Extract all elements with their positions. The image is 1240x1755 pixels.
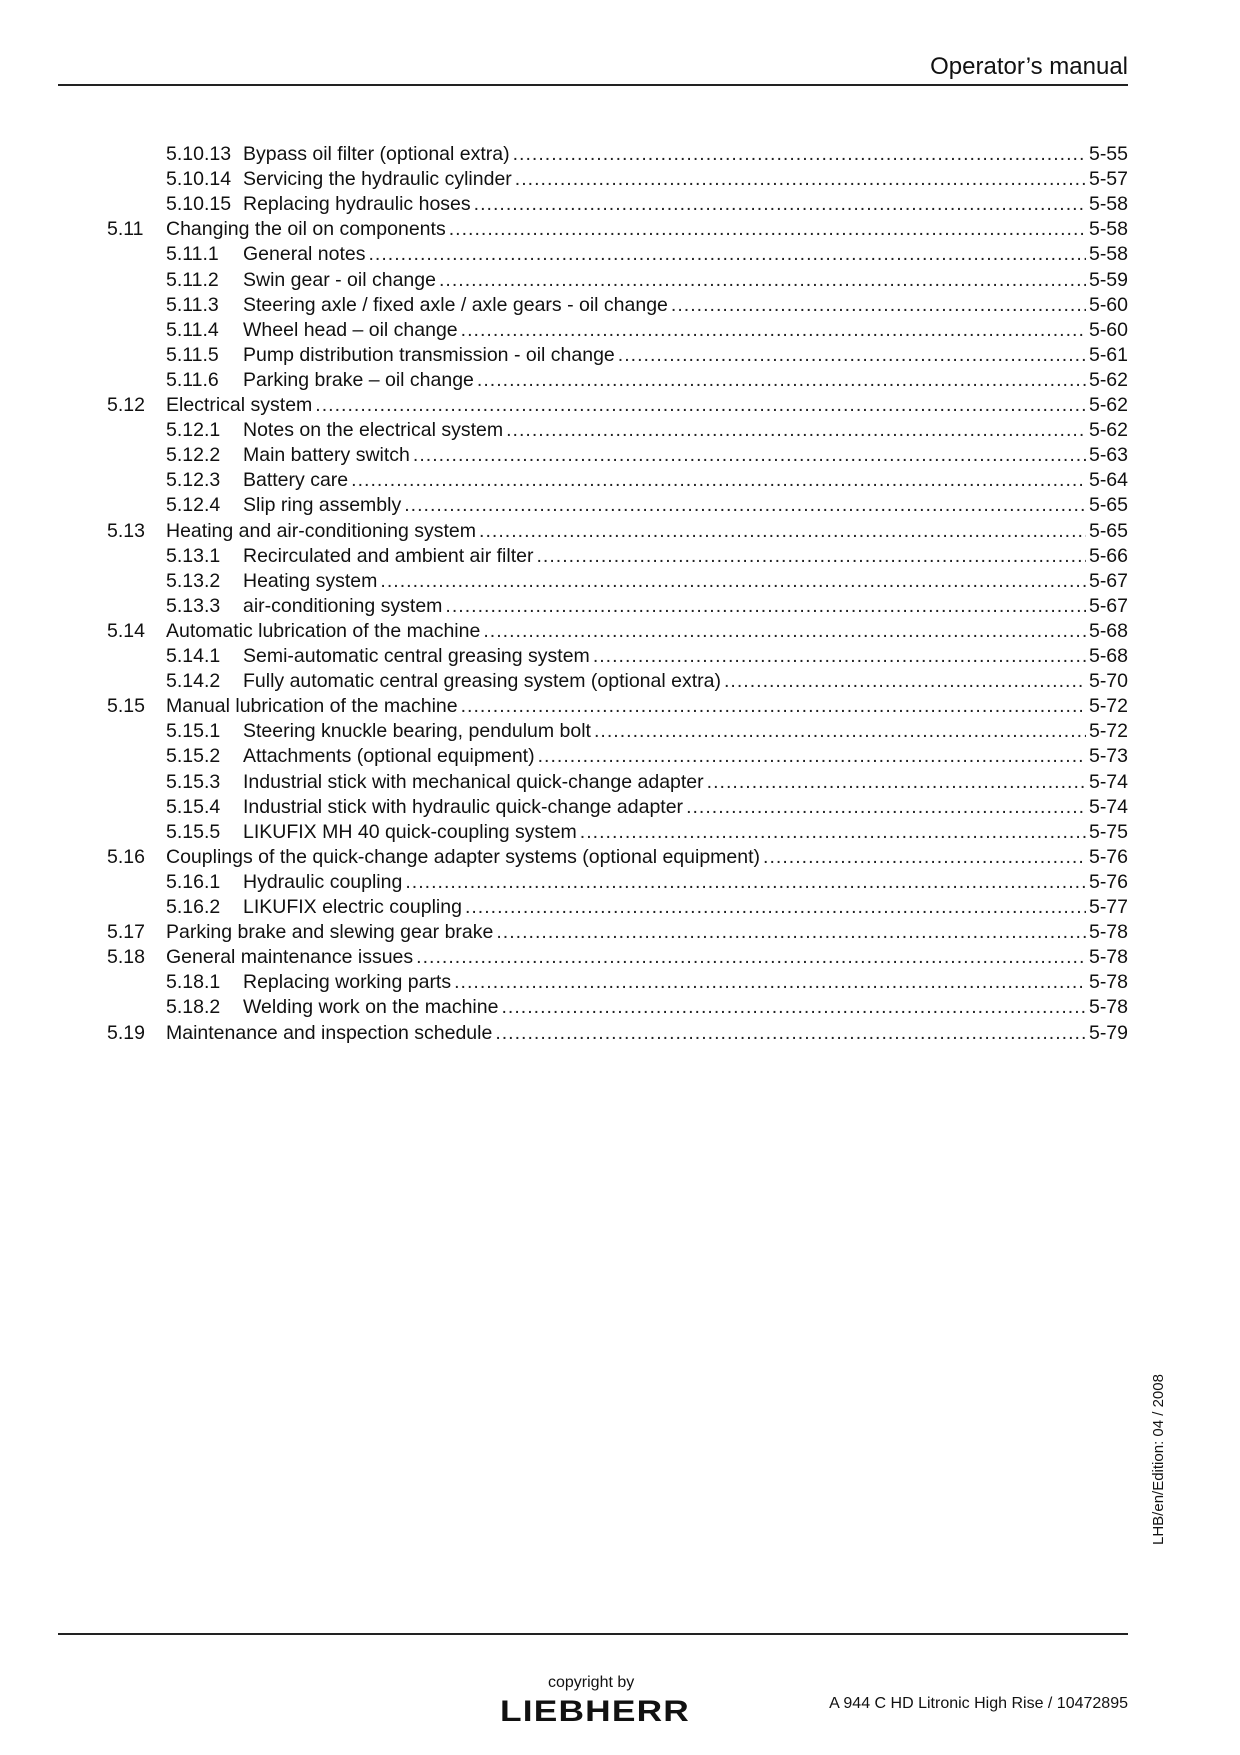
toc-dot-leader xyxy=(439,268,1086,293)
toc-entry-page: 5-60 xyxy=(1086,293,1128,318)
toc-entry-page: 5-78 xyxy=(1086,995,1128,1020)
toc-entry-page: 5-62 xyxy=(1086,368,1128,393)
toc-entry-number: 5.19 xyxy=(107,1022,145,1044)
toc-entry-number: 5.10.15 xyxy=(166,193,232,215)
toc-entry-page: 5-67 xyxy=(1086,594,1128,619)
toc-subsection-entry[interactable] xyxy=(0,594,1128,619)
toc-subsection-entry[interactable] xyxy=(0,719,1128,744)
toc-subsection-entry[interactable] xyxy=(0,493,1128,518)
toc-subsection-entry[interactable] xyxy=(0,544,1128,569)
toc-entry-page: 5-58 xyxy=(1086,192,1128,217)
toc-dot-leader xyxy=(707,770,1086,795)
toc-dot-leader xyxy=(454,970,1086,995)
toc-entry-number: 5.15.4 xyxy=(166,796,221,818)
toc-entry-page: 5-78 xyxy=(1086,945,1128,970)
toc-dot-leader xyxy=(580,820,1086,845)
toc-subsection-entry[interactable] xyxy=(0,569,1128,594)
toc-entry-number: 5.10.14 xyxy=(166,168,232,190)
toc-subsection-entry[interactable] xyxy=(0,368,1128,393)
edition-note: LHB/en/Edition: 04 / 2008 xyxy=(1150,1374,1167,1545)
toc-entry-number: 5.16 xyxy=(107,846,145,868)
toc-subsection-entry[interactable] xyxy=(0,142,1128,167)
toc-entry-title: Heating and air-conditioning system xyxy=(166,519,479,544)
toc-dot-leader xyxy=(513,142,1086,167)
toc-entry-title: Electrical system xyxy=(166,393,315,418)
toc-entry-number: 5.13.2 xyxy=(166,570,221,592)
toc-entry-title: Manual lubrication of the machine xyxy=(166,694,461,719)
toc-entry-number: 5.12.3 xyxy=(166,469,221,491)
model-reference: A 944 C HD Litronic High Rise / 10472895 xyxy=(829,1695,1128,1712)
toc-section-entry[interactable] xyxy=(0,945,1128,970)
toc-entry-page: 5-65 xyxy=(1086,493,1128,518)
toc-entry-page: 5-68 xyxy=(1086,619,1128,644)
toc-entry-number: 5.12.4 xyxy=(166,494,221,516)
toc-entry-page: 5-66 xyxy=(1086,544,1128,569)
toc-dot-leader xyxy=(380,569,1086,594)
toc-entry-title: Semi-automatic central greasing system xyxy=(243,644,593,669)
toc-entry-page: 5-78 xyxy=(1086,920,1128,945)
toc-entry-title: Wheel head – oil change xyxy=(243,318,461,343)
toc-entry-title: Swin gear - oil change xyxy=(243,268,439,293)
toc-dot-leader xyxy=(449,217,1086,242)
toc-subsection-entry[interactable] xyxy=(0,644,1128,669)
toc-entry-number: 5.11.6 xyxy=(166,369,219,391)
toc-section-entry[interactable] xyxy=(0,694,1128,719)
toc-subsection-entry[interactable] xyxy=(0,820,1128,845)
toc-subsection-entry[interactable] xyxy=(0,268,1128,293)
toc-section-entry[interactable] xyxy=(0,845,1128,870)
toc-entry-title: Replacing hydraulic hoses xyxy=(243,192,474,217)
toc-entry-title: Hydraulic coupling xyxy=(243,870,405,895)
toc-entry-number: 5.13.3 xyxy=(166,595,221,617)
toc-entry-title: Battery care xyxy=(243,468,351,493)
toc-entry-page: 5-72 xyxy=(1086,719,1128,744)
toc-subsection-entry[interactable] xyxy=(0,192,1128,217)
toc-entry-number: 5.18.1 xyxy=(166,971,221,993)
toc-entry-page: 5-76 xyxy=(1086,845,1128,870)
toc-entry-title: Heating system xyxy=(243,569,380,594)
toc-entry-title: Bypass oil filter (optional extra) xyxy=(243,142,513,167)
toc-entry-page: 5-58 xyxy=(1086,242,1128,267)
toc-entry-page: 5-55 xyxy=(1086,142,1128,167)
toc-dot-leader xyxy=(506,418,1086,443)
toc-entry-number: 5.12 xyxy=(107,394,145,416)
toc-entry-title: Notes on the electrical system xyxy=(243,418,506,443)
svg-text:LIEBHERR: LIEBHERR xyxy=(500,1697,690,1725)
toc-entry-title: Maintenance and inspection schedule xyxy=(166,1021,495,1046)
toc-entry-number: 5.11.3 xyxy=(166,294,219,316)
footer-divider xyxy=(58,1633,1128,1635)
toc-entry-number: 5.15.2 xyxy=(166,745,221,767)
toc-entry-title: Main battery switch xyxy=(243,443,413,468)
toc-entry-page: 5-67 xyxy=(1086,569,1128,594)
toc-dot-leader xyxy=(671,293,1086,318)
toc-entry-page: 5-62 xyxy=(1086,418,1128,443)
toc-entry-number: 5.14.2 xyxy=(166,670,221,692)
toc-entry-number: 5.15 xyxy=(107,695,145,717)
toc-entry-page: 5-57 xyxy=(1086,167,1128,192)
toc-dot-leader xyxy=(593,644,1086,669)
toc-entry-page: 5-72 xyxy=(1086,694,1128,719)
toc-dot-leader xyxy=(369,242,1086,267)
toc-dot-leader xyxy=(416,945,1086,970)
toc-subsection-entry[interactable] xyxy=(0,870,1128,895)
toc-entry-number: 5.12.1 xyxy=(166,419,221,441)
toc-entry-page: 5-79 xyxy=(1086,1021,1128,1046)
copyright-label: copyright by xyxy=(548,1674,635,1691)
toc-dot-leader xyxy=(404,493,1086,518)
toc-section-entry[interactable] xyxy=(0,217,1128,242)
toc-entry-number: 5.11.4 xyxy=(166,319,219,341)
toc-section-entry[interactable] xyxy=(0,393,1128,418)
toc-entry-title: LIKUFIX electric coupling xyxy=(243,895,465,920)
toc-entry-title: Parking brake – oil change xyxy=(243,368,477,393)
toc-entry-title: Industrial stick with hydraulic quick-change adapter xyxy=(243,795,686,820)
toc-dot-leader xyxy=(538,744,1086,769)
toc-subsection-entry[interactable] xyxy=(0,318,1128,343)
toc-entry-title: General maintenance issues xyxy=(166,945,416,970)
toc-entry-number: 5.11 xyxy=(107,218,144,240)
toc-entry-page: 5-64 xyxy=(1086,468,1128,493)
toc-entry-title: Servicing the hydraulic cylinder xyxy=(243,167,515,192)
toc-dot-leader xyxy=(495,1021,1086,1046)
toc-entry-number: 5.11.2 xyxy=(166,269,219,291)
toc-entry-page: 5-73 xyxy=(1086,744,1128,769)
toc-entry-page: 5-76 xyxy=(1086,870,1128,895)
toc-dot-leader xyxy=(501,995,1086,1020)
toc-section-entry[interactable] xyxy=(0,1021,1128,1046)
toc-entry-page: 5-68 xyxy=(1086,644,1128,669)
toc-entry-page: 5-74 xyxy=(1086,770,1128,795)
toc-dot-leader xyxy=(483,619,1086,644)
toc-section-entry[interactable] xyxy=(0,920,1128,945)
toc-entry-page: 5-77 xyxy=(1086,895,1128,920)
toc-entry-title: Slip ring assembly xyxy=(243,493,404,518)
toc-section-entry[interactable] xyxy=(0,619,1128,644)
toc-entry-page: 5-61 xyxy=(1086,343,1128,368)
toc-entry-number: 5.11.1 xyxy=(166,243,219,265)
toc-entry-number: 5.18.2 xyxy=(166,996,221,1018)
toc-entry-number: 5.16.1 xyxy=(166,871,221,893)
toc-dot-leader xyxy=(496,920,1086,945)
toc-entry-number: 5.11.5 xyxy=(166,344,219,366)
toc-dot-leader xyxy=(594,719,1086,744)
toc-entry-title: Attachments (optional equipment) xyxy=(243,744,538,769)
toc-entry-page: 5-70 xyxy=(1086,669,1128,694)
toc-subsection-entry[interactable] xyxy=(0,418,1128,443)
toc-entry-title: Changing the oil on components xyxy=(166,217,449,242)
toc-dot-leader xyxy=(724,669,1086,694)
page-header-title: Operator’s manual xyxy=(930,53,1128,80)
toc-section-entry[interactable] xyxy=(0,519,1128,544)
toc-dot-leader xyxy=(405,870,1086,895)
toc-dot-leader xyxy=(618,343,1086,368)
toc-entry-page: 5-59 xyxy=(1086,268,1128,293)
toc-dot-leader xyxy=(465,895,1086,920)
toc-subsection-entry[interactable] xyxy=(0,895,1128,920)
toc-entry-number: 5.14.1 xyxy=(166,645,221,667)
toc-dot-leader xyxy=(479,519,1086,544)
toc-subsection-entry[interactable] xyxy=(0,744,1128,769)
toc-subsection-entry[interactable] xyxy=(0,242,1128,267)
liebherr-logo xyxy=(497,1697,693,1725)
toc-entry-page: 5-63 xyxy=(1086,443,1128,468)
toc-entry-title: air-conditioning system xyxy=(243,594,445,619)
toc-subsection-entry[interactable] xyxy=(0,468,1128,493)
toc-entry-page: 5-60 xyxy=(1086,318,1128,343)
toc-subsection-entry[interactable] xyxy=(0,770,1128,795)
toc-entry-page: 5-75 xyxy=(1086,820,1128,845)
toc-dot-leader xyxy=(474,192,1086,217)
toc-entry-number: 5.15.1 xyxy=(166,720,221,742)
toc-subsection-entry[interactable] xyxy=(0,669,1128,694)
toc-entry-number: 5.15.3 xyxy=(166,771,221,793)
toc-entry-title: Industrial stick with mechanical quick-change adapter xyxy=(243,770,707,795)
toc-dot-leader xyxy=(461,318,1086,343)
toc-entry-page: 5-58 xyxy=(1086,217,1128,242)
toc-entry-title: Steering axle / fixed axle / axle gears - oil change xyxy=(243,293,671,318)
toc-dot-leader xyxy=(763,845,1086,870)
toc-subsection-entry[interactable] xyxy=(0,343,1128,368)
toc-dot-leader xyxy=(445,594,1086,619)
toc-entry-number: 5.15.5 xyxy=(166,821,221,843)
toc-subsection-entry[interactable] xyxy=(0,795,1128,820)
toc-entry-title: Pump distribution transmission - oil change xyxy=(243,343,618,368)
toc-dot-leader xyxy=(536,544,1085,569)
toc-entry-number: 5.14 xyxy=(107,620,145,642)
toc-subsection-entry[interactable] xyxy=(0,970,1128,995)
toc-entry-title: Steering knuckle bearing, pendulum bolt xyxy=(243,719,594,744)
toc-entry-title: Fully automatic central greasing system (optional extra) xyxy=(243,669,724,694)
toc-dot-leader xyxy=(477,368,1086,393)
toc-entry-number: 5.17 xyxy=(107,921,145,943)
toc-dot-leader xyxy=(351,468,1086,493)
toc-entry-title: Parking brake and slewing gear brake xyxy=(166,920,496,945)
toc-entry-number: 5.10.13 xyxy=(166,143,232,165)
toc-entry-number: 5.13.1 xyxy=(166,545,221,567)
toc-subsection-entry[interactable] xyxy=(0,443,1128,468)
toc-entry-page: 5-65 xyxy=(1086,519,1128,544)
toc-entry-page: 5-74 xyxy=(1086,795,1128,820)
toc-entry-number: 5.18 xyxy=(107,946,145,968)
toc-dot-leader xyxy=(686,795,1086,820)
toc-subsection-entry[interactable] xyxy=(0,293,1128,318)
header-divider xyxy=(58,84,1128,86)
toc-dot-leader xyxy=(461,694,1086,719)
toc-entry-number: 5.12.2 xyxy=(166,444,221,466)
toc-dot-leader xyxy=(315,393,1086,418)
toc-entry-number: 5.13 xyxy=(107,520,145,542)
toc-entry-title: Automatic lubrication of the machine xyxy=(166,619,483,644)
toc-entry-title: LIKUFIX MH 40 quick-coupling system xyxy=(243,820,580,845)
toc-entry-title: Welding work on the machine xyxy=(243,995,501,1020)
toc-entry-title: Couplings of the quick-change adapter systems (optional equipment) xyxy=(166,845,763,870)
toc-entry-title: Replacing working parts xyxy=(243,970,454,995)
toc-entry-page: 5-78 xyxy=(1086,970,1128,995)
toc-dot-leader xyxy=(515,167,1086,192)
toc-entry-number: 5.16.2 xyxy=(166,896,221,918)
toc-entry-title: Recirculated and ambient air filter xyxy=(243,544,536,569)
toc-entry-title: General notes xyxy=(243,242,369,267)
toc-subsection-entry[interactable] xyxy=(0,167,1128,192)
toc-subsection-entry[interactable] xyxy=(0,995,1128,1020)
toc-dot-leader xyxy=(413,443,1086,468)
toc-entry-page: 5-62 xyxy=(1086,393,1128,418)
